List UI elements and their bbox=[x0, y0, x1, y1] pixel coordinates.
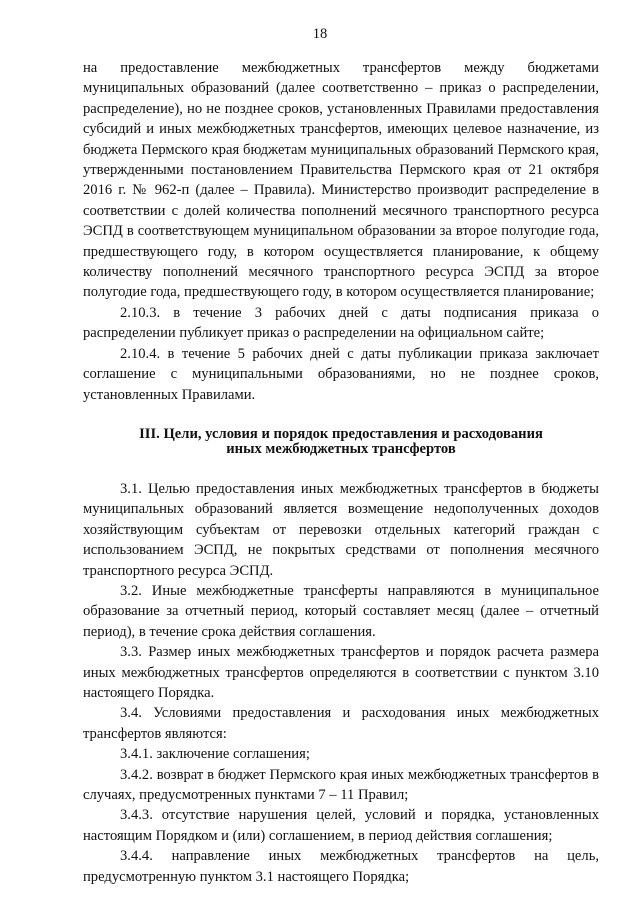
paragraph-3-2: 3.2. Иные межбюджетные трансферты направляются в муниципальное образование за отчетный период, который составляет месяц (далее – отчетный период), в течение срока действия соглашения. bbox=[83, 582, 599, 640]
paragraph-3-1: 3.1. Целью предоставления иных межбюджетных трансфертов в бюджеты муниципальных образований является возмещение недополученных доходов хозяйствующим субъектам от перевозки отдельных категорий граждан с использованием ЭСПД, не покрытых средствами от пополнения месячного транспортного ресурса ЭСПД. bbox=[83, 480, 599, 579]
paragraph-3-4-3: 3.4.3. отсутствие нарушения целей, условий и порядка, установленных настоящим Порядком и (или) соглашением, в период действия соглашения; bbox=[83, 807, 599, 844]
paragraph-2-10-4: 2.10.4. в течение 5 рабочих дней с даты публикации приказа заключает соглашение с муниципальными образованиями, но не позднее сроков, установленных Правилами. bbox=[83, 345, 599, 403]
section-heading bbox=[83, 427, 599, 458]
page-number: 18 bbox=[312, 26, 328, 42]
section-heading-line-2: иных межбюджетных трансфертов bbox=[226, 441, 456, 458]
paragraph-2-10-3: 2.10.3. в течение 3 рабочих дней с даты подписания приказа о распределении публикует приказ о распределении на официальном сайте; bbox=[83, 304, 599, 342]
section-heading-line-1: III. Цели, условия и порядок предоставления и расходования bbox=[139, 425, 543, 442]
paragraph-3-3: 3.3. Размер иных межбюджетных трансфертов и порядок расчета размера иных межбюджетных трансфертов определяются в соответствии с пунктом 3.10 настоящего Порядка. bbox=[83, 644, 599, 701]
paragraph-3-4: 3.4. Условиями предоставления и расходования иных межбюджетных трансфертов являются: bbox=[83, 705, 599, 742]
paragraph-3-4-1: 3.4.1. заключение соглашения; bbox=[120, 746, 310, 763]
paragraph-3-4-4: 3.4.4. направление иных межбюджетных трансфертов на цель, предусмотренную пунктом 3.1 настоящего Порядка; bbox=[83, 848, 599, 885]
paragraph-continuation: на предоставление межбюджетных трансфертов между бюджетами муниципальных образований (далее соответственно – приказ о распределении, распределение), но не позднее сроков, установленных Правилами предоставления субсидий и иных межбюджетных трансфертов, имеющих целевое назначение, из бюджета Пермского края бюджетам муниципальных образований Пермского края, утвержденными постановлением Правительства Пермского края от 21 октября 2016 г. № 962-п (далее – Правила). Министерство производит распределение в соответствии с долей количества пополнений месячного транспортного ресурса ЭСПД в соответствующем муниципальном образовании за второе полугодие года, предшествующего году, в котором осуществляется планирование, к общему количеству пополнений месячного транспортного ресурса ЭСПД за второе полугодие года, предшествующего году, в котором осуществляется планирование; bbox=[83, 60, 599, 301]
document-body bbox=[83, 58, 599, 887]
paragraph-3-4-2: 3.4.2. возврат в бюджет Пермского края иных межбюджетных трансфертов в случаях, предусмотренных пунктами 7 – 11 Правил; bbox=[83, 766, 599, 803]
